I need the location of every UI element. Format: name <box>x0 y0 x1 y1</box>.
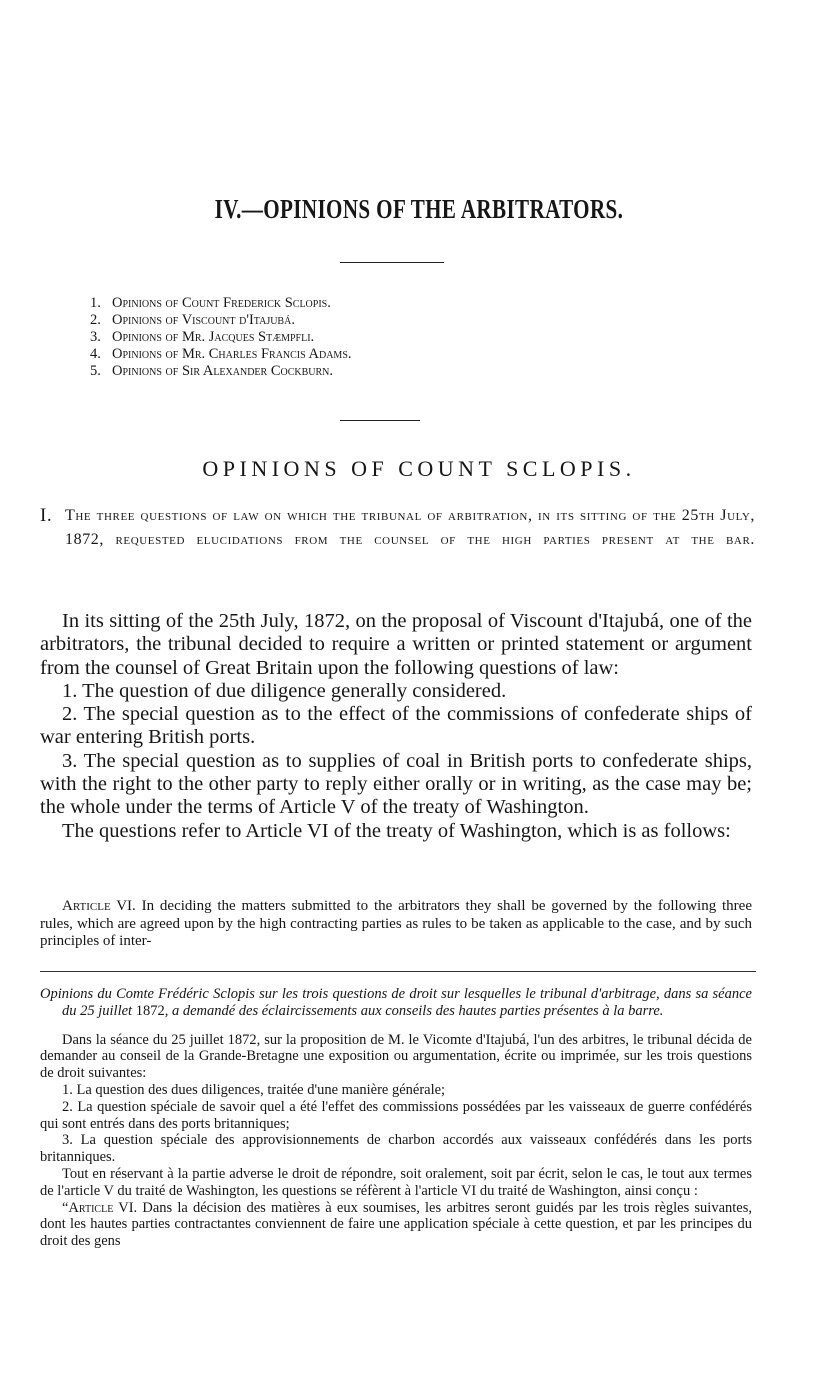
article-text: In deciding the matters submitted to the arbitrators they shall be governed by the following three rules, which are agreed upon by the high contracting parties as rules to be taken as applicable to the case, and by such principles of inter- <box>40 898 752 949</box>
question-item: 1. The question of due diligence generally considered. <box>62 679 507 702</box>
translation-article-label: “Article VI. <box>62 1199 138 1216</box>
article-label: Article VI. <box>62 898 136 914</box>
translation-heading-text: Opinions du Comte Frédéric Sclopis sur les trois questions de droit sur lesquelles le tribunal d'arbitrage, dans sa séance du 25 juillet <box>40 986 752 1019</box>
contents-number: 1. <box>90 295 101 311</box>
translation-heading <box>40 986 752 1020</box>
subsection-text: The three questions of law on which the tribunal of arbitration, in its sitting of the 25th July, 1872, requested elucidations from the counsel of the high parties present at the bar. <box>65 507 755 548</box>
contents-item <box>90 346 352 363</box>
contents-label: Opinions of Viscount d'Itajubá. <box>112 312 295 328</box>
footnote-rule <box>40 971 756 972</box>
subsection-numeral: I. <box>40 505 53 526</box>
contents-number: 3. <box>90 329 101 345</box>
question-item: 3. The special question as to supplies of coal in British ports to confederate ships, with the right to the other party to reply either orally or in writing, as the case may be; the whole under the terms of Article V of the treaty of Washington. <box>40 749 752 819</box>
translation-article <box>40 1200 752 1250</box>
translation-paragraph: Dans la séance du 25 juillet 1872, sur la proposition de M. le Vicomte d'Itajubá, l'un des arbitres, le tribunal décida de demander au conseil de la Grande-Bretagne une exposition ou argumentation, écrite ou imprimée, sur les trois questions de droit suivantes: <box>40 1031 752 1082</box>
contents-item <box>90 312 352 329</box>
contents-label: Opinions of Mr. Jacques Stæmpfli. <box>112 329 315 345</box>
title-rule <box>340 262 444 263</box>
translation-heading-text: , a demandé des éclaircissements aux conseils des hautes parties présentes à la barre. <box>164 1002 664 1019</box>
spacer <box>40 1020 752 1032</box>
contents-item <box>90 329 352 346</box>
article-paragraph <box>40 898 752 951</box>
subsection-heading <box>40 504 755 576</box>
translation-article-text: Dans la décision des matières à eux soumises, les arbitres seront guidés par les trois règles suivantes, dont les hautes parties contractantes conviennent de faire une application spéciale à cette question, et par les principes du droit des gens <box>40 1199 753 1250</box>
translation-item: 3. La question spéciale des approvisionnements de charbon accordés aux vaisseaux confédérés dans les ports britanniques. <box>40 1132 752 1166</box>
article-quote <box>40 898 752 951</box>
translation-paragraph: Tout en réservant à la partie adverse le droit de répondre, soit oralement, soit par écrit, selon le cas, le tout aux termes de l'article V du traité de Washington, les questions se réfèrent à l'article VI du traité de Washington, ainsi conçu : <box>40 1165 752 1199</box>
contents-item <box>90 295 352 312</box>
contents-label: Opinions of Count Frederick Sclopis. <box>112 295 331 311</box>
contents-number: 5. <box>90 363 101 379</box>
contents-label: Opinions of Sir Alexander Cockburn. <box>112 363 334 379</box>
question-item: 2. The special question as to the effect of the commissions of confederate ships of war entering British ports. <box>40 703 752 749</box>
body-text <box>40 610 752 843</box>
contents-number: 4. <box>90 346 101 362</box>
chapter-title: IV.—OPINIONS OF THE ARBITRATORS. <box>214 194 624 224</box>
contents-item <box>90 363 352 380</box>
contents-list <box>90 295 352 380</box>
contents-number: 2. <box>90 312 101 328</box>
contents-rule <box>340 420 420 421</box>
section-heading: OPINIONS OF COUNT SCLOPIS. <box>202 456 636 481</box>
translation-heading-year: 1872 <box>135 1002 165 1019</box>
body-paragraph: The questions refer to Article VI of the treaty of Washington, which is as follows: <box>62 819 731 842</box>
body-paragraph: In its sitting of the 25th July, 1872, on the proposal of Viscount d'Itajubá, one of the arbitrators, the tribunal decided to require a written or printed statement or argument from the counsel of Great Britain upon the following questions of law: <box>40 610 752 679</box>
contents-label: Opinions of Mr. Charles Francis Adams. <box>112 346 352 362</box>
french-translation <box>40 986 752 1250</box>
translation-item: 2. La question spéciale de savoir quel a été l'effet des commissions possédées par les vaisseaux de guerre confédérés qui sont entrés dans des ports britanniques; <box>40 1098 752 1132</box>
translation-item: 1. La question des dues diligences, traitée d'une manière générale; <box>62 1081 446 1098</box>
